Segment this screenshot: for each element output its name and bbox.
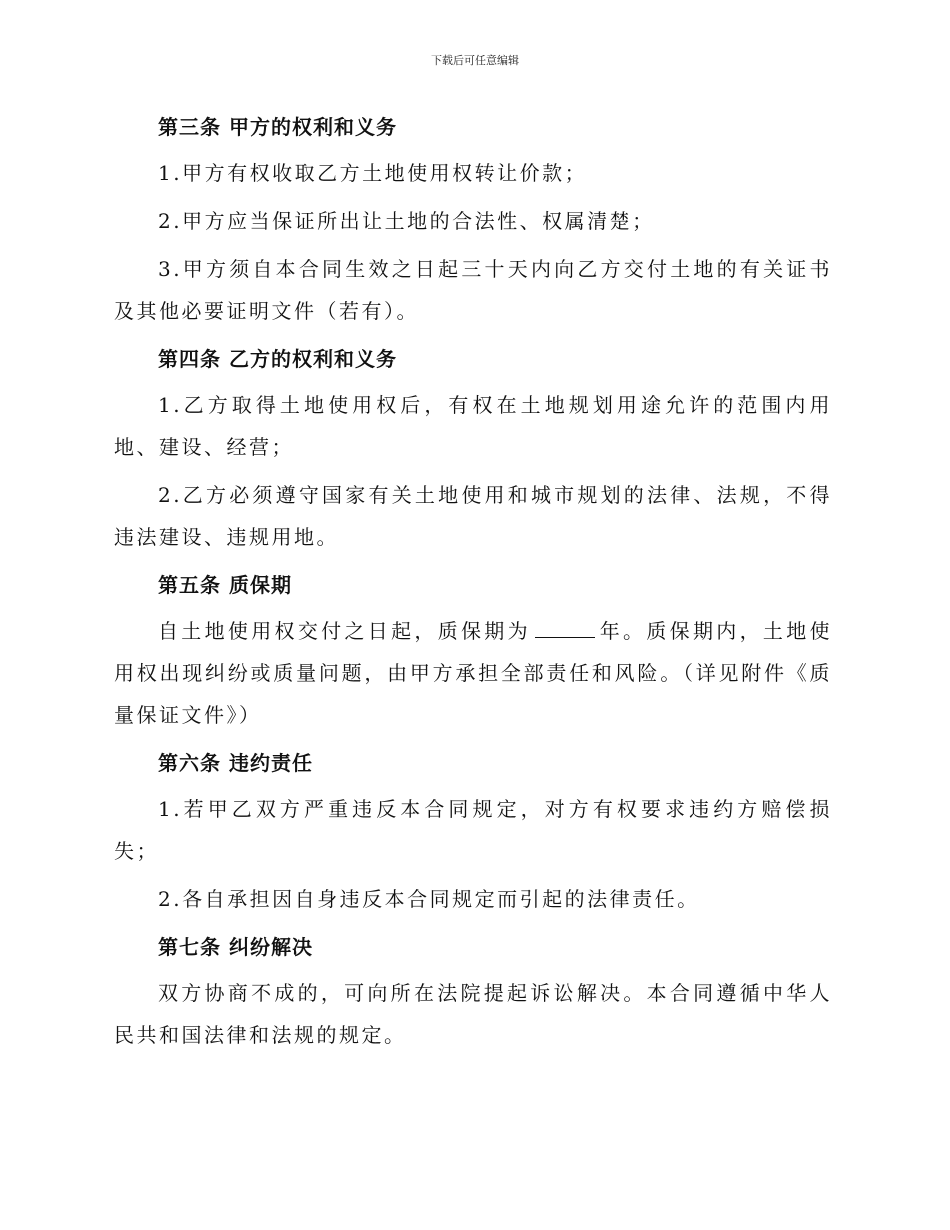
section-article-7 — [114, 926, 832, 1056]
paragraph: 1.甲方有权收取乙方土地使用权转让价款； — [158, 161, 588, 185]
paragraph: 2.各自承担因自身违反本合同规定而引起的法律责任。 — [158, 887, 700, 911]
section-article-5 — [114, 564, 832, 736]
section-title: 第四条 乙方的权利和义务 — [158, 347, 397, 371]
warranty-years-blank — [535, 619, 595, 638]
section-title: 第五条 质保期 — [158, 573, 292, 597]
paragraph: 1.若甲乙双方严重违反本合同规定，对方有权要求违约方赔偿损失； — [114, 797, 832, 863]
paragraph-warranty — [114, 610, 832, 736]
section-article-3 — [114, 106, 832, 332]
paragraph: 1.乙方取得土地使用权后，有权在土地规划用途允许的范围内用地、建设、经营； — [114, 393, 832, 459]
paragraph: 2.乙方必须遵守国家有关土地使用和城市规划的法律、法规，不得违法建设、违规用地。 — [114, 483, 832, 549]
page-header: 下载后可任意编辑 — [431, 54, 519, 67]
paragraph: 3.甲方须自本合同生效之日起三十天内向乙方交付土地的有关证书及其他必要证明文件（若有）。 — [114, 257, 832, 323]
document-body — [114, 106, 832, 1062]
warranty-text-after: 年。质保期内，土地使用权出现纠纷或质量问题，由甲方承担全部责任和风险。（详见附件《质量保证文件》） — [114, 619, 833, 727]
section-title: 第七条 纠纷解决 — [158, 935, 313, 959]
section-article-6 — [114, 742, 832, 920]
paragraph: 2.甲方应当保证所出让土地的合法性、权属清楚； — [158, 209, 655, 233]
section-title: 第六条 违约责任 — [158, 751, 313, 775]
section-article-4 — [114, 338, 832, 558]
warranty-text-before: 自土地使用权交付之日起，质保期为 — [158, 619, 531, 643]
paragraph: 双方协商不成的，可向所在法院提起诉讼解决。本合同遵循中华人民共和国法律和法规的规定。 — [114, 981, 832, 1047]
section-title: 第三条 甲方的权利和义务 — [158, 115, 397, 139]
